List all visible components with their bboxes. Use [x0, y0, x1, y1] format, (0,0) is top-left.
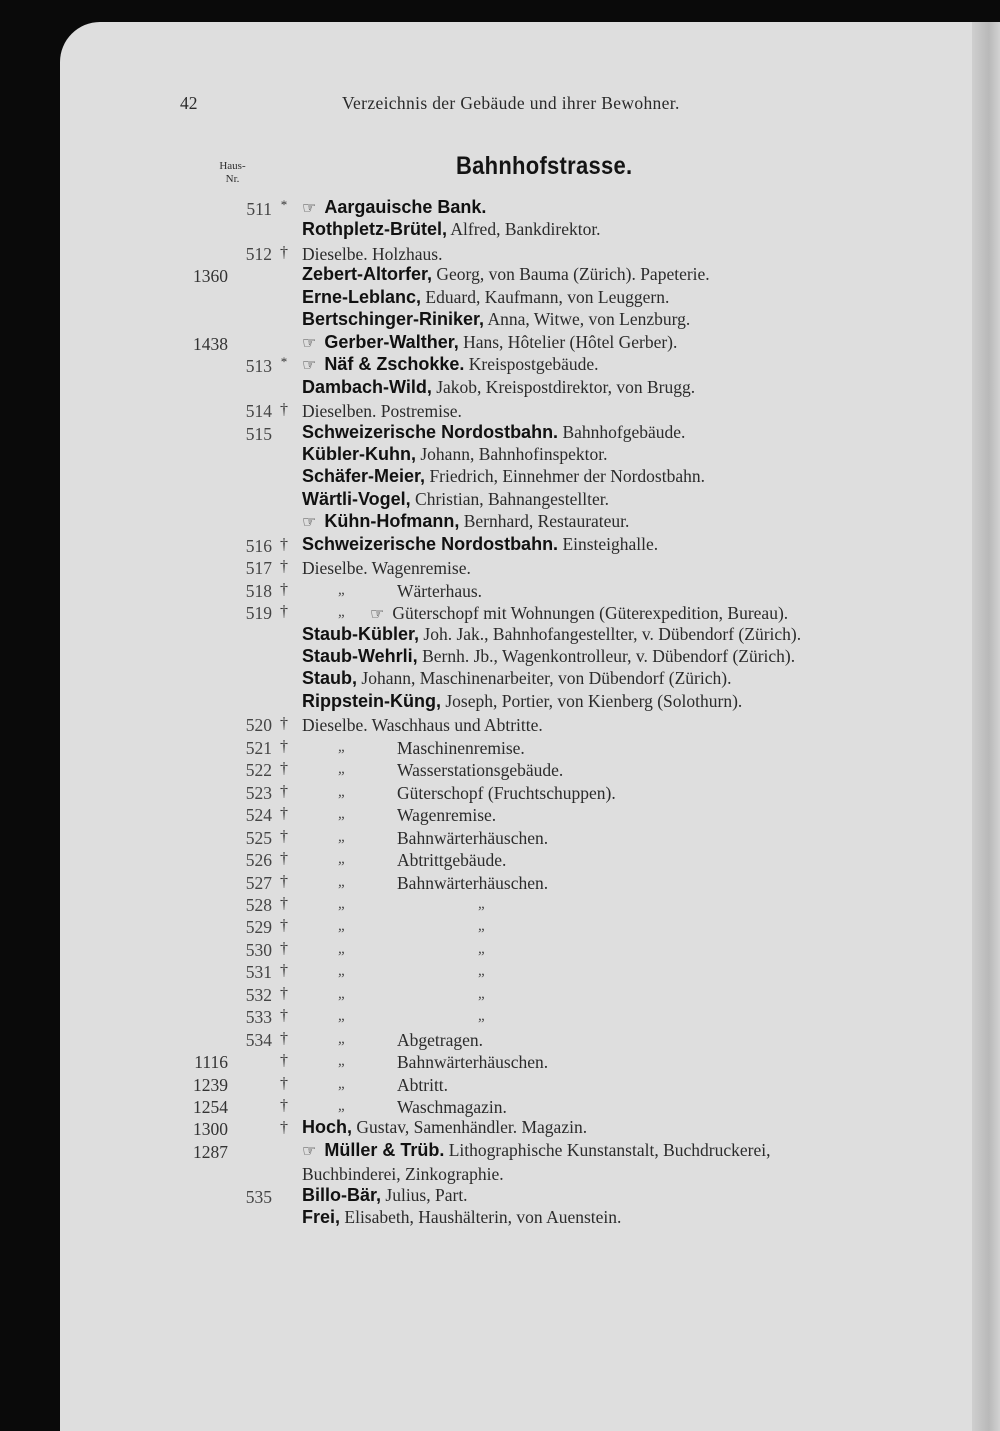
entry-text: [397, 760, 563, 781]
directory-row: [0, 1117, 1000, 1139]
ditto-mark: „: [478, 895, 485, 912]
entry-mark: †: [280, 1029, 288, 1047]
entry-mark: †: [280, 535, 288, 553]
entry-name: Aargauische Bank.: [324, 197, 487, 217]
entry-detail: Dieselbe. Wagenremise.: [302, 558, 471, 579]
ditto-mark: „: [338, 1030, 345, 1047]
directory-row: [0, 871, 1000, 893]
old-house-number: 1116: [194, 1052, 228, 1073]
entry-mark: *: [280, 354, 288, 370]
directory-row: [0, 489, 1000, 511]
house-number: 515: [245, 423, 272, 444]
entry-text: [302, 197, 486, 218]
entry-mark: †: [280, 1074, 288, 1092]
entry-name: Kübler-Kuhn,: [302, 443, 416, 464]
entry-detail: Abtrittgebäude.: [397, 850, 507, 871]
entry-text: [302, 287, 669, 308]
entry-detail: Bahnwärterhäuschen.: [397, 827, 549, 848]
ditto-mark: „: [338, 581, 345, 598]
directory-row: [0, 1005, 1000, 1027]
entry-detail: Abtritt.: [397, 1074, 449, 1095]
old-house-number: 1300: [193, 1119, 228, 1140]
house-number: 512: [245, 243, 272, 264]
entry-detail: Friedrich, Einnehmer der Nordostbahn.: [425, 466, 705, 487]
house-number: 511: [246, 199, 272, 219]
directory-row: [0, 646, 1000, 668]
entry-mark: †: [280, 401, 288, 419]
ditto-mark: „: [338, 1098, 345, 1114]
entry-detail: Georg, von Bauma (Zürich). Papeterie.: [432, 264, 710, 285]
entry-mark: †: [280, 580, 288, 598]
directory-row: [0, 377, 1000, 399]
ditto-mark: „: [338, 918, 345, 935]
entry-detail: Hans, Hôtelier (Hôtel Gerber).: [458, 331, 678, 352]
directory-row: [0, 601, 1000, 623]
entry-text: [397, 1052, 548, 1073]
entry-text: [302, 1185, 468, 1206]
entry-detail: Alfred, Bankdirektor.: [446, 219, 601, 240]
directory-row: [0, 1073, 1000, 1095]
directory-row: [0, 1028, 1000, 1050]
directory-row: [0, 534, 1000, 556]
entry-detail: Güterschopf mit Wohnungen (Güterexpedition, Bureau).: [392, 603, 789, 624]
house-number: 525: [245, 827, 272, 848]
entry-mark: †: [280, 243, 288, 261]
entry-text: [302, 466, 705, 487]
entry-name: Näf & Zschokke.: [324, 354, 465, 375]
ditto-mark: „: [338, 604, 345, 621]
entry-text: [302, 401, 462, 422]
entry-name: Hoch,: [302, 1117, 353, 1138]
directory-row: [0, 466, 1000, 488]
entry-text: [302, 646, 795, 667]
entry-text: [302, 1207, 621, 1228]
house-number: 520: [245, 715, 272, 736]
ditto-mark: „: [478, 940, 485, 957]
street-title: Bahnhofstrasse.: [456, 152, 633, 180]
entry-text: [302, 489, 609, 510]
house-number: 513: [245, 356, 272, 377]
entry-detail: Wasserstationsgebäude.: [397, 760, 564, 781]
ditto-mark: „: [478, 963, 485, 980]
entry-mark: †: [280, 894, 288, 912]
directory-row: [0, 399, 1000, 421]
house-number: 523: [245, 782, 272, 803]
ditto-mark: „: [338, 873, 345, 890]
entry-name: Schweizerische Nordostbahn.: [302, 421, 559, 442]
ditto-mark: „: [338, 738, 345, 755]
directory-row: [0, 624, 1000, 646]
entry-name: Billo-Bär,: [302, 1184, 382, 1205]
entry-text: [397, 828, 548, 849]
entry-detail: Dieselbe. Waschhaus und Abtritte.: [302, 715, 543, 736]
house-number: 522: [245, 760, 272, 781]
directory-row: [0, 1050, 1000, 1072]
entry-detail: Güterschopf (Fruchtschuppen).: [397, 782, 616, 803]
entry-text: [302, 422, 685, 443]
directory-row: [0, 691, 1000, 713]
entry-mark: †: [280, 558, 288, 576]
old-house-number: 1239: [193, 1074, 228, 1095]
directory-row: [0, 1185, 1000, 1207]
house-number: 530: [245, 939, 272, 960]
entry-detail: Buchbinderei, Zinkographie.: [302, 1164, 504, 1185]
directory-row: [0, 1207, 1000, 1229]
house-number: 534: [245, 1029, 272, 1050]
entry-text: [302, 444, 608, 465]
entry-name: Schäfer-Meier,: [302, 466, 426, 487]
house-number: 524: [245, 805, 272, 826]
entry-name: Erne-Leblanc,: [302, 286, 422, 307]
entry-detail: Wärterhaus.: [397, 580, 483, 601]
directory-row: [0, 915, 1000, 937]
entry-detail: Lithographische Kunstanstalt, Buchdruckerei,: [444, 1139, 771, 1160]
ditto-mark: „: [338, 851, 345, 868]
entry-mark: †: [280, 1007, 288, 1025]
entry-detail: Gustav, Samenhändler. Magazin.: [352, 1117, 588, 1138]
entry-text: [397, 1097, 507, 1118]
entry-detail: Elisabeth, Haushälterin, von Auenstein.: [340, 1207, 622, 1228]
directory-row: [0, 242, 1000, 264]
house-number: 535: [245, 1186, 272, 1207]
entry-name: Staub-Wehrli,: [302, 646, 418, 666]
entry-text: [397, 1075, 448, 1096]
entry-detail: Bahnhofgebäude.: [558, 421, 686, 442]
entry-name: Schweizerische Nordostbahn.: [302, 533, 559, 554]
entry-text: [397, 873, 548, 894]
entry-detail: Waschmagazin.: [397, 1097, 507, 1117]
entry-mark: †: [280, 715, 288, 733]
directory-row: [0, 960, 1000, 982]
directory-row: [0, 1140, 1000, 1162]
entry-detail: Johann, Maschinenarbeiter, von Dübendorf (Zürich).: [357, 668, 732, 689]
house-number: 533: [245, 1007, 272, 1028]
entry-detail: Bahnwärterhäuschen.: [397, 1052, 549, 1073]
entry-name: Wärtli-Vogel,: [302, 488, 411, 509]
entry-name: Staub-Kübler,: [302, 623, 420, 644]
directory-row: [0, 781, 1000, 803]
entry-mark: †: [280, 962, 288, 980]
entry-text: [302, 244, 442, 265]
entry-detail: Christian, Bahnangestellter.: [410, 488, 609, 509]
entry-name: Rippstein-Küng,: [302, 690, 441, 711]
entry-mark: †: [280, 827, 288, 845]
entry-text: [302, 534, 658, 555]
house-number: 527: [245, 872, 272, 893]
entry-detail: Wagenremise.: [397, 805, 497, 826]
directory-row: [0, 287, 1000, 309]
entry-text: [302, 668, 731, 689]
entry-detail: Anna, Witwe, von Lenzburg.: [484, 309, 691, 330]
entry-detail: Joh. Jak., Bahnhofangestellter, v. Dübendorf (Zürich).: [419, 623, 802, 644]
old-house-number: 1254: [193, 1097, 228, 1117]
directory-row: [0, 309, 1000, 331]
house-number: 526: [245, 850, 272, 871]
pointing-hand-icon: ☞: [370, 604, 385, 624]
entry-mark: †: [280, 850, 288, 868]
directory-row: [0, 1095, 1000, 1117]
entry-mark: †: [280, 1119, 288, 1137]
haus-nr-label: [205, 160, 260, 186]
ditto-mark: „: [338, 1053, 345, 1070]
directory-row: [0, 556, 1000, 578]
entry-mark: †: [280, 939, 288, 957]
directory-row: [0, 803, 1000, 825]
ditto-mark: „: [338, 940, 345, 957]
entry-detail: Maschinenremise.: [397, 737, 525, 758]
entry-detail: Julius, Part.: [381, 1184, 468, 1205]
entry-text: [370, 603, 788, 624]
entry-text: [302, 715, 543, 736]
directory-row: [0, 354, 1000, 376]
directory-row: [0, 264, 1000, 286]
entry-name: Frei,: [302, 1207, 341, 1228]
ditto-mark: „: [478, 985, 485, 1002]
entry-detail: Abgetragen.: [397, 1029, 484, 1050]
entry-text: [302, 377, 695, 398]
entry-text: [397, 805, 496, 826]
entry-name: Staub,: [302, 668, 358, 689]
house-number: 531: [245, 962, 272, 983]
entry-text: [397, 581, 482, 602]
entry-text: [397, 783, 616, 804]
entry-detail: Bernhard, Restaurateur.: [459, 511, 630, 532]
entry-text: [302, 1140, 770, 1161]
pointing-hand-icon: ☞: [302, 198, 317, 217]
entry-name: Rothpletz-Brütel,: [302, 219, 447, 240]
house-number: 532: [245, 984, 272, 1005]
directory-row: [0, 579, 1000, 601]
entry-detail: Kreispostgebäude.: [464, 354, 599, 375]
entry-text: [397, 850, 506, 871]
entry-name: Kühn-Hofmann,: [324, 511, 460, 532]
entry-detail: Bernh. Jb., Wagenkontrolleur, v. Dübendorf (Zürich).: [417, 646, 796, 666]
house-number: 517: [245, 558, 272, 579]
old-house-number: 1438: [193, 333, 228, 354]
house-number: 519: [245, 603, 272, 624]
entry-mark: †: [280, 760, 288, 778]
directory-row: [0, 736, 1000, 758]
house-number: 518: [245, 580, 272, 601]
running-title: Verzeichnis der Gebäude und ihrer Bewohner.: [342, 93, 680, 113]
house-number: 528: [245, 894, 272, 915]
page-header: [0, 93, 1000, 117]
entry-text: [302, 1117, 587, 1138]
ditto-mark: „: [338, 806, 345, 823]
entry-name: Dambach-Wild,: [302, 376, 432, 397]
directory-row: [0, 511, 1000, 533]
entry-mark: †: [280, 917, 288, 935]
entry-detail: Eduard, Kaufmann, von Leuggern.: [421, 286, 670, 307]
haus-nr-label-line2: Nr.: [225, 173, 240, 185]
entry-text: [302, 264, 710, 285]
entry-text: [397, 1030, 483, 1051]
entry-detail: Johann, Bahnhofinspektor.: [416, 443, 608, 464]
haus-nr-label-line1: Haus-: [219, 160, 246, 172]
directory-row: [0, 826, 1000, 848]
entry-mark: †: [280, 984, 288, 1002]
entry-mark: †: [280, 603, 288, 621]
directory-row: [0, 197, 1000, 219]
ditto-mark: „: [338, 1008, 345, 1025]
entry-detail: Einsteighalle.: [558, 533, 659, 554]
entry-text: [302, 354, 599, 375]
entry-detail: Jakob, Kreispostdirektor, von Brugg.: [431, 376, 696, 397]
ditto-mark: „: [338, 895, 345, 912]
entry-name: Zebert-Altorfer,: [302, 264, 433, 285]
ditto-mark: „: [338, 1075, 345, 1092]
directory-row: [0, 444, 1000, 466]
entry-text: [302, 309, 690, 330]
entry-mark: †: [280, 782, 288, 800]
directory-row: [0, 938, 1000, 960]
house-number: 514: [245, 401, 272, 422]
entry-text: [302, 511, 629, 532]
ditto-mark: „: [478, 918, 485, 935]
directory-row: [0, 893, 1000, 915]
ditto-mark: „: [338, 985, 345, 1002]
entry-text: [302, 219, 601, 240]
entry-mark: *: [280, 197, 288, 212]
entry-mark: †: [280, 1097, 288, 1114]
entry-detail: Dieselben. Postremise.: [302, 401, 462, 422]
entry-text: [302, 558, 471, 579]
entry-mark: †: [280, 737, 288, 755]
directory-row: [0, 758, 1000, 780]
ditto-mark: „: [338, 828, 345, 845]
old-house-number: 1287: [193, 1141, 228, 1162]
directory-row: [0, 1162, 1000, 1184]
directory-row: [0, 848, 1000, 870]
entry-detail: Bahnwärterhäuschen.: [397, 872, 549, 893]
entry-mark: †: [280, 805, 288, 823]
entry-detail: Joseph, Portier, von Kienberg (Solothurn).: [440, 690, 743, 711]
entry-text: [302, 691, 742, 712]
entry-name: Bertschinger-Riniker,: [302, 309, 485, 330]
entry-mark: †: [280, 1052, 288, 1070]
old-house-number: 1360: [193, 266, 228, 287]
page-number: 42: [180, 93, 198, 113]
directory-row: [0, 422, 1000, 444]
entry-text: [302, 332, 677, 353]
house-number: 516: [245, 535, 272, 556]
ditto-mark: „: [338, 783, 345, 800]
directory-row: [0, 668, 1000, 690]
pointing-hand-icon: ☞: [302, 1140, 317, 1160]
house-number: 529: [245, 917, 272, 938]
house-number: 521: [245, 737, 272, 758]
directory-row: [0, 219, 1000, 241]
pointing-hand-icon: ☞: [302, 332, 317, 352]
ditto-mark: „: [478, 1008, 485, 1025]
entry-text: [302, 624, 801, 645]
pointing-hand-icon: ☞: [302, 355, 317, 375]
entry-text: [397, 738, 525, 759]
entry-mark: †: [280, 872, 288, 890]
entry-text: [302, 1164, 504, 1185]
entry-detail: Dieselbe. Holzhaus.: [302, 243, 443, 264]
directory-row: [0, 983, 1000, 1005]
entry-name: Gerber-Walther,: [324, 331, 459, 352]
entry-name: Müller & Trüb.: [324, 1139, 445, 1160]
pointing-hand-icon: ☞: [302, 512, 317, 532]
directory-row: [0, 713, 1000, 735]
ditto-mark: „: [338, 963, 345, 980]
directory-row: [0, 332, 1000, 354]
ditto-mark: „: [338, 761, 345, 778]
